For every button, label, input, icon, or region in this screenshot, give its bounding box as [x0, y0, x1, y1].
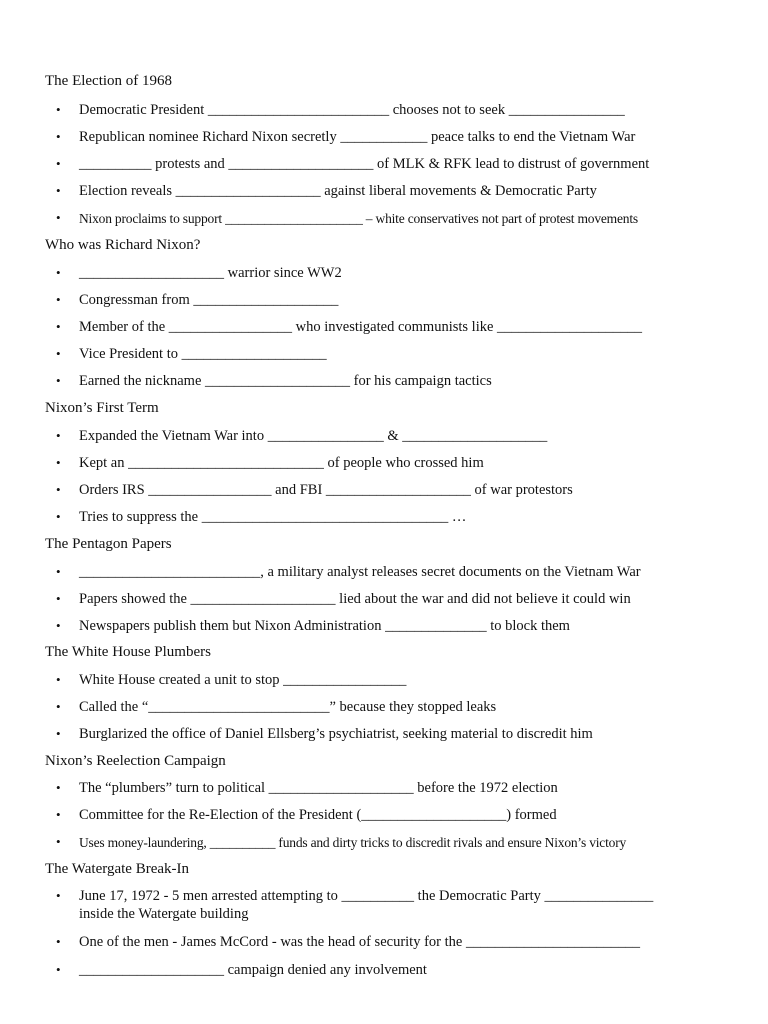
item-text: Called the “_________________________” because they stopped leaks: [79, 699, 497, 715]
section-heading: Nixon’s Reelection Campaign: [45, 753, 226, 769]
bullet: •: [56, 210, 61, 225]
item-text: Vice President to ____________________: [79, 346, 327, 362]
item-text: Member of the _________________ who investigated communists like ____________________: [79, 319, 643, 335]
bullet: •: [56, 265, 61, 280]
bullet: •: [56, 962, 61, 977]
item-text: Burglarized the office of Daniel Ellsberg’s psychiatrist, seeking material to discredit him: [79, 726, 593, 742]
item-text: Nixon proclaims to support _____________________ – white conservatives not part of protest movements: [79, 211, 638, 226]
bullet: •: [56, 129, 61, 144]
section-heading: Who was Richard Nixon?: [45, 237, 201, 253]
item-text: _________________________, a military analyst releases secret documents on the Vietnam War: [79, 564, 641, 580]
bullet: •: [56, 726, 61, 741]
item-text: Congressman from ____________________: [79, 292, 339, 308]
bullet: •: [56, 618, 61, 633]
bullet: •: [56, 183, 61, 198]
bullet: •: [56, 509, 61, 524]
section-heading: The Pentagon Papers: [45, 536, 172, 552]
bullet: •: [56, 699, 61, 714]
bullet: •: [56, 346, 61, 361]
bullet: •: [56, 834, 61, 849]
item-text: Tries to suppress the __________________________________ …: [79, 509, 467, 525]
section-heading: The Election of 1968: [45, 73, 173, 89]
bullet: •: [56, 156, 61, 171]
bullet: •: [56, 591, 61, 606]
bullet: •: [56, 934, 61, 949]
section-heading: The White House Plumbers: [45, 644, 211, 660]
item-text: Kept an ___________________________ of people who crossed him: [79, 455, 484, 471]
item-text: Papers showed the ____________________ lied about the war and did not believe it could win: [79, 591, 631, 607]
item-text: Newspapers publish them but Nixon Administration ______________ to block them: [79, 618, 570, 634]
item-text: Expanded the Vietnam War into ________________ & ____________________: [79, 428, 548, 444]
item-text: June 17, 1972 - 5 men arrested attempting to __________ the Democratic Party _______________ inside the Watergate building: [79, 888, 654, 922]
item-text: Orders IRS _________________ and FBI ____________________ of war protestors: [79, 482, 573, 498]
item-text: Earned the nickname ____________________ for his campaign tactics: [79, 373, 492, 389]
item-text: Uses money-laundering, __________ funds and dirty tricks to discredit rivals and ensure Nixon’s victory: [79, 835, 627, 850]
item-text: The “plumbers” turn to political ____________________ before the 1972 election: [79, 780, 558, 796]
bullet: •: [56, 319, 61, 334]
item-text: Committee for the Re-Election of the President (____________________) formed: [79, 807, 557, 823]
item-text: ____________________ warrior since WW2: [79, 265, 342, 281]
item-text: White House created a unit to stop _________________: [79, 672, 407, 688]
item-text: Republican nominee Richard Nixon secretly ____________ peace talks to end the Vietnam War: [79, 129, 636, 145]
bullet: •: [56, 428, 61, 443]
bullet: •: [56, 888, 61, 903]
bullet: •: [56, 455, 61, 470]
bullet: •: [56, 780, 61, 795]
bullet: •: [56, 373, 61, 388]
section-heading: Nixon’s First Term: [45, 400, 159, 416]
item-text: __________ protests and ____________________ of MLK & RFK lead to distrust of government: [79, 156, 650, 172]
bullet: •: [56, 564, 61, 579]
item-text: ____________________ campaign denied any involvement: [79, 962, 427, 978]
bullet: •: [56, 482, 61, 497]
bullet: •: [56, 292, 61, 307]
bullet: •: [56, 807, 61, 822]
item-text: One of the men - James McCord - was the head of security for the ________________________: [79, 934, 640, 950]
item-text: Democratic President _________________________ chooses not to seek ________________: [79, 102, 625, 118]
bullet: •: [56, 102, 61, 117]
item-text: Election reveals ____________________ against liberal movements & Democratic Party: [79, 183, 597, 199]
bullet: •: [56, 672, 61, 687]
section-heading: The Watergate Break-In: [45, 861, 190, 877]
